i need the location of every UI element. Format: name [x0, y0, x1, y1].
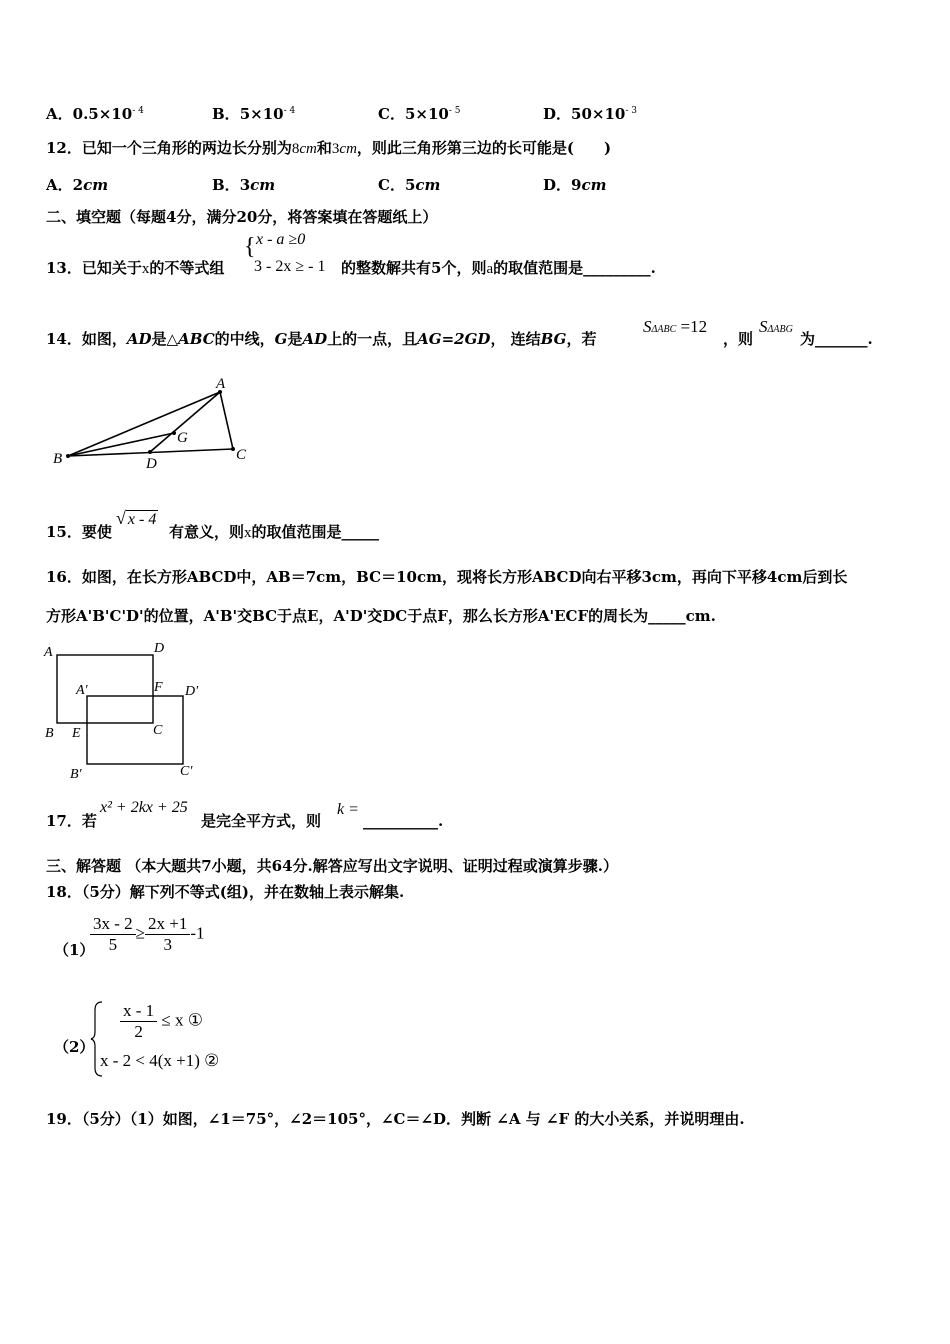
q12-option-a: A．2cm	[46, 176, 109, 194]
section3-heading: 三、解答题 （本大题共7小题，共64分.解答应写出文字说明、证明过程或演算步骤.）	[46, 857, 618, 875]
segment-ba	[68, 392, 220, 456]
q18-part2-label: （2）	[54, 1038, 95, 1056]
q18-part1-label: （1）	[54, 941, 95, 959]
point-g	[172, 431, 176, 435]
q18-part2-inequality2: x - 2 < 4(x +1) ②	[100, 1051, 220, 1070]
q11-option-c: C．$5\times 10^{- 5}$	[378, 105, 461, 123]
label-d: D	[154, 641, 165, 656]
q12-option-d: D．9cm	[543, 176, 607, 194]
label-b: B	[53, 451, 63, 467]
label-b: B	[45, 726, 54, 741]
label-d: D	[146, 456, 157, 472]
rectangle-abcd	[57, 655, 153, 723]
q11-option-a: A．$0.5\times 10^{- 4}$	[46, 105, 144, 123]
label-d-prime: D′	[185, 684, 199, 699]
q15-stem-end: 有意义，则x的取值范围是_____	[169, 523, 380, 541]
q19-stem: 19．（5分）（1）如图，∠1＝75°，∠2＝105°，∠C＝∠D．判断 ∠A 与 ∠F 的大小关系，并说明理由.	[46, 1110, 745, 1128]
q12-option-c: C．5cm	[378, 176, 441, 194]
q14-stem-end: 为_______.	[800, 330, 873, 348]
q14-stem-start: 14．如图，AD是△ABC的中线，G是AD上的一点，且AG=2GD， 连结BG，若	[46, 330, 597, 348]
q13-brace: {	[244, 234, 256, 260]
label-f: F	[154, 680, 163, 695]
q12-option-b: B．3cm	[212, 176, 276, 194]
rectangle-translation-figure	[40, 638, 220, 786]
q18-part1-inequality: $\frac{3x - 2}{5}$ ≥ $\frac{2x +1}{3}$ -1	[90, 914, 205, 955]
q16-stem-line1: 16．如图，在长方形ABCD中，AB＝7cm，BC＝10cm，现将长方形ABCD向右平移3cm，再向下平移4cm后到长	[46, 568, 848, 586]
q17-stem-start: 17．若	[46, 812, 97, 830]
q16-stem-line2: 方形A'B'C'D'的位置，A'B'交BC于点E，A'D'交DC于点F，那么长方形A'ECF的周长为_____cm.	[46, 607, 716, 625]
point-c	[231, 447, 235, 451]
q13-system-line1: x - a ≥0	[256, 231, 306, 248]
q13-stem-start: 13．已知关于x的不等式组	[46, 259, 225, 277]
label-a-prime: A′	[76, 683, 88, 698]
q15-radical: √ x - 4	[116, 508, 157, 528]
label-a: A	[216, 376, 226, 392]
label-c: C	[153, 723, 163, 738]
q14-area-abg: SΔABG	[759, 317, 793, 336]
rectangle-a1b1c1d1	[87, 696, 183, 764]
label-a: A	[44, 645, 53, 660]
q17-stem-end: __________.	[363, 812, 444, 830]
q11-option-d: D．$50\times 10^{- 3}$	[543, 105, 637, 123]
point-b	[66, 454, 70, 458]
q17-k-equals: k =	[337, 801, 359, 818]
section2-heading: 二、填空题（每题4分，满分20分，将答案填在答题纸上）	[46, 208, 438, 226]
q18-part2-inequality1: $\frac{x - 1}{2}$ ≤ x ①	[120, 1001, 203, 1042]
q17-stem-mid: 是完全平方式，则	[201, 812, 322, 830]
label-c-prime: C′	[180, 764, 193, 779]
q14-stem-mid: ，则	[723, 330, 754, 348]
q18-heading: 18．（5分）解下列不等式(组)，并在数轴上表示解集.	[46, 883, 405, 901]
label-e: E	[72, 726, 81, 741]
q17-expression: x² + 2kx + 25	[100, 799, 188, 816]
label-b-prime: B′	[70, 767, 82, 782]
q12-stem: 12．已知一个三角形的两边长分别为8cm和3cm，则此三角形第三边的长可能是( )	[46, 139, 612, 157]
label-g: G	[177, 430, 188, 446]
q13-stem-end: 的整数解共有5个，则a的取值范围是_________.	[341, 259, 656, 277]
q11-option-b: B．$5\times 10^{- 4}$	[212, 105, 296, 123]
q13-system-line2: 3 - 2x ≥ - 1	[254, 258, 326, 275]
triangle-abc-figure	[50, 372, 260, 472]
q15-stem-start: 15．要使	[46, 523, 112, 541]
q14-area-abc: SΔABC =12	[643, 317, 708, 336]
point-d	[148, 450, 152, 454]
segment-ac	[220, 392, 233, 449]
label-c: C	[236, 447, 247, 463]
